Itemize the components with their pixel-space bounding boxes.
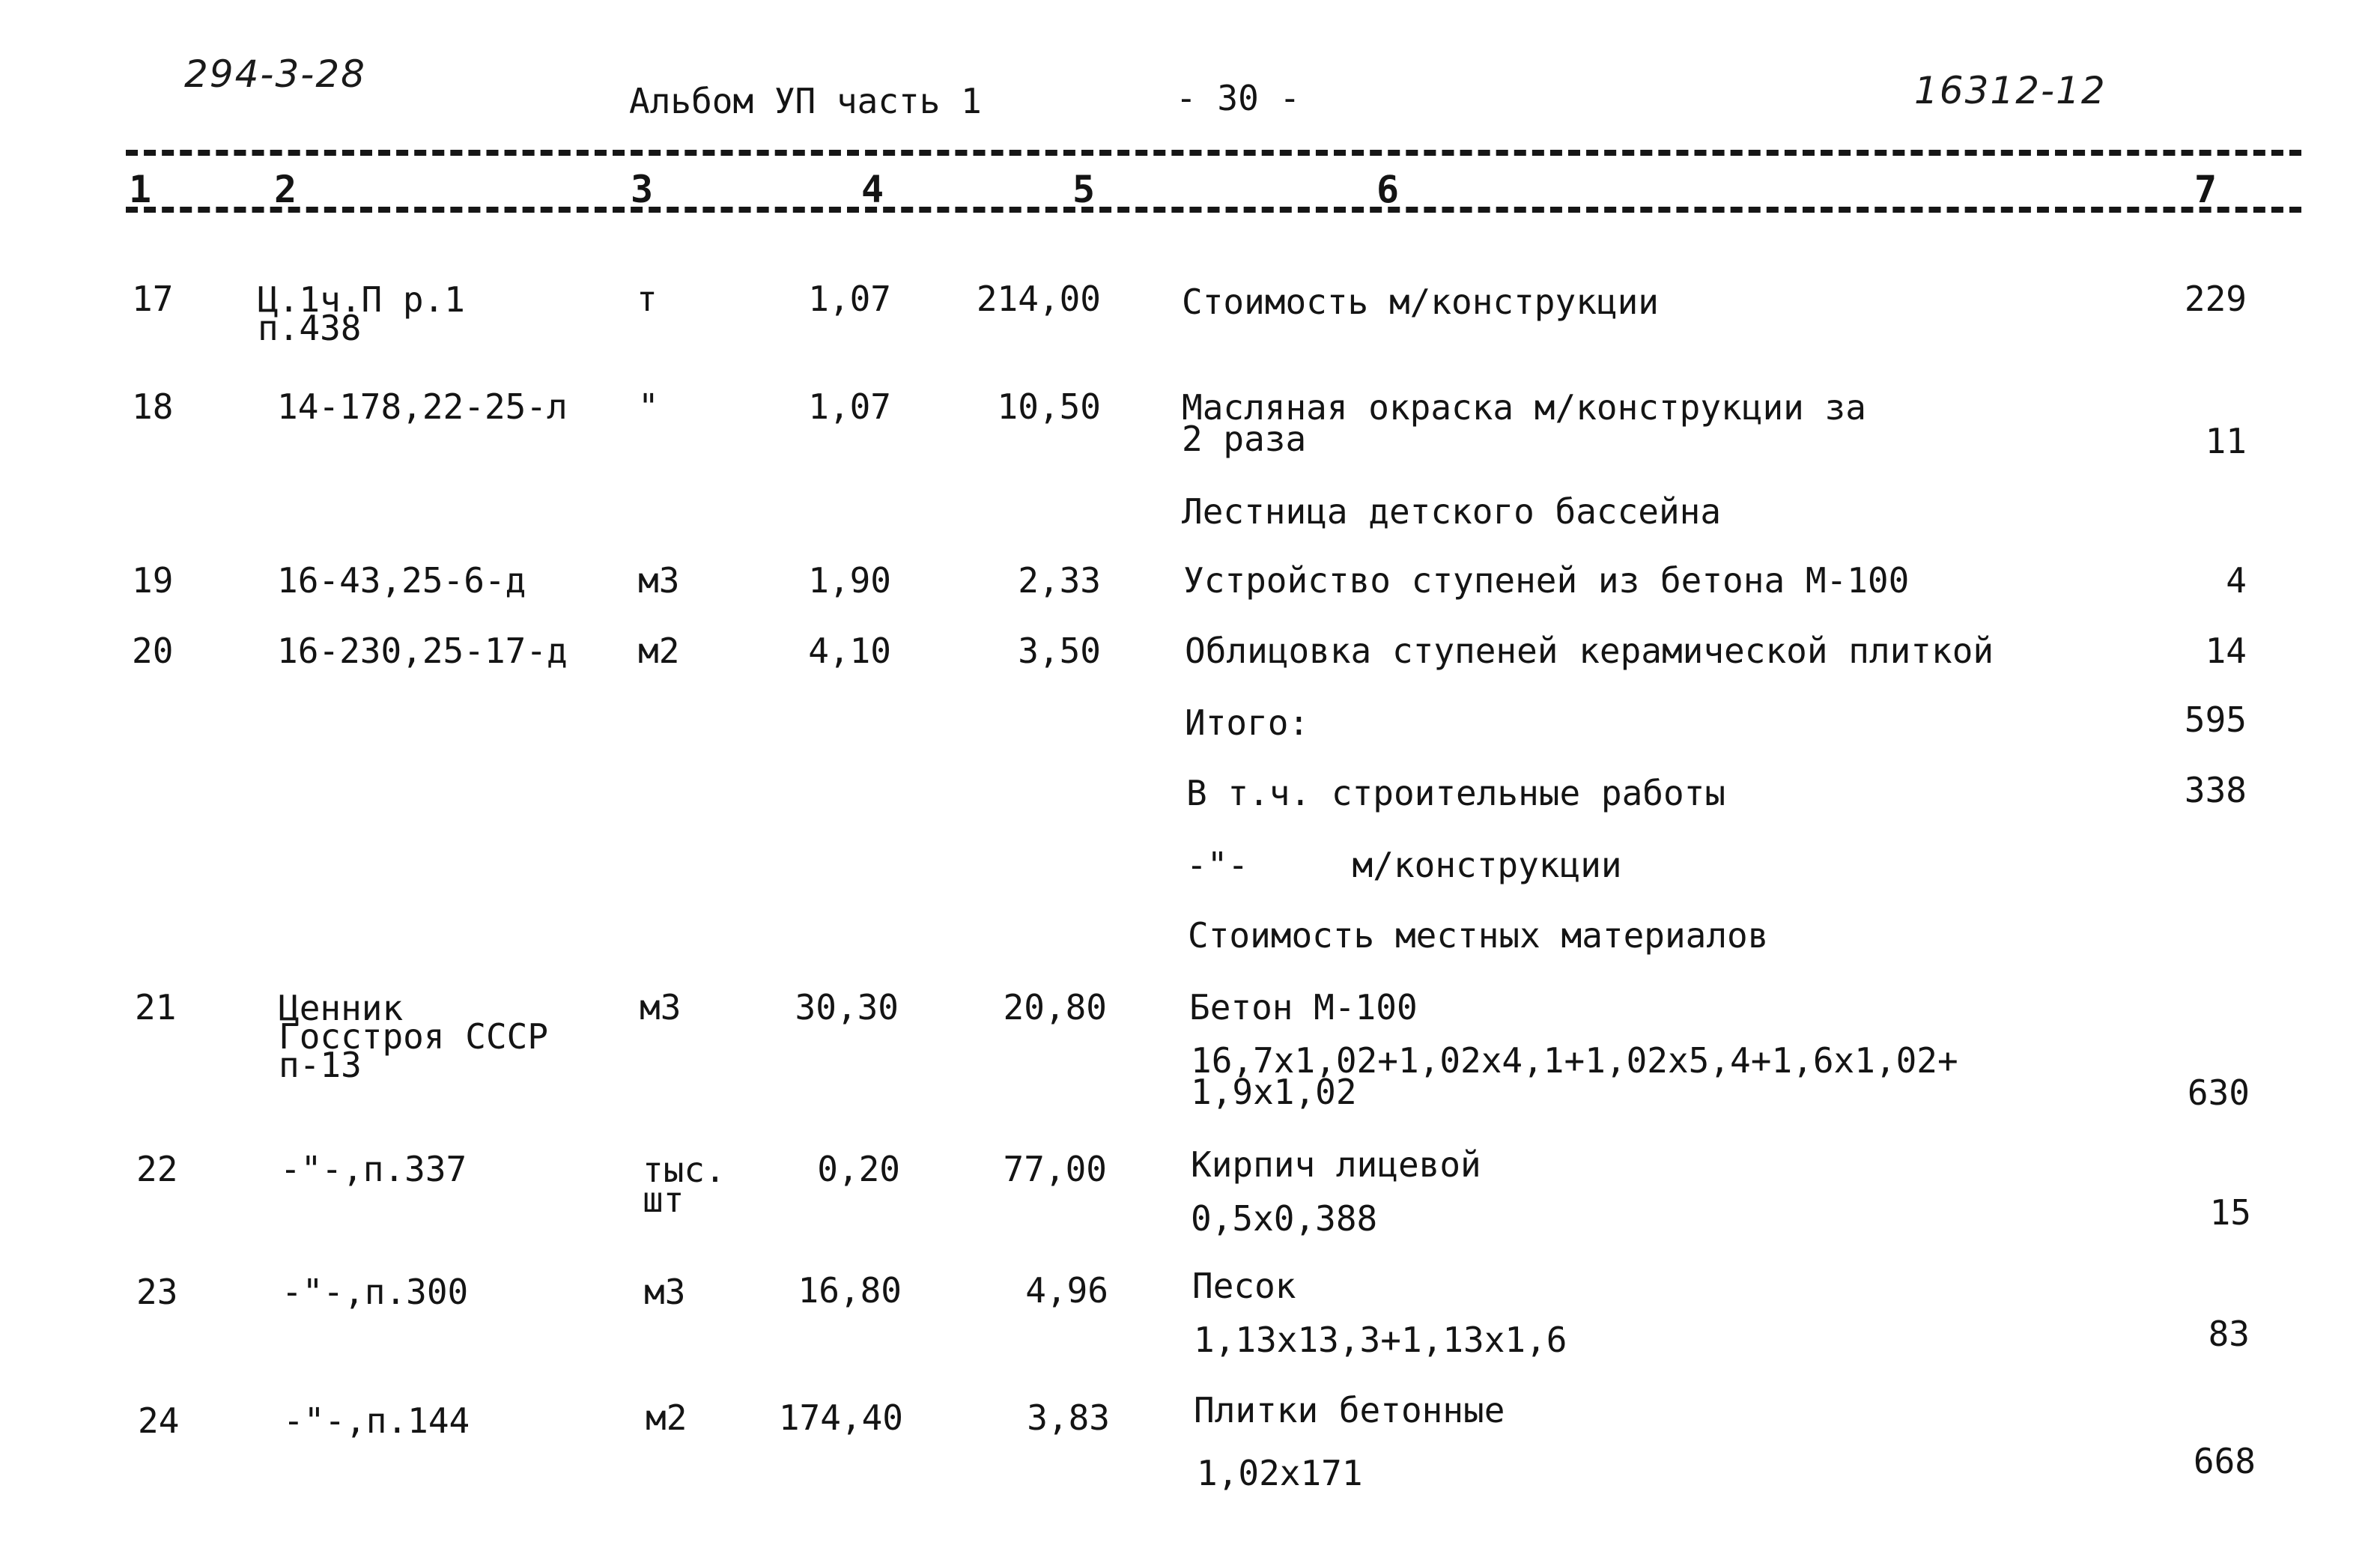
rate-code: 16-230,25-17-д: [277, 631, 568, 671]
unit-price: 3,50: [1018, 631, 1101, 671]
quantity: 1,07: [808, 386, 891, 427]
column-number: 4: [861, 168, 884, 211]
unit-price: 3,83: [1027, 1397, 1110, 1438]
unit: м2: [638, 631, 680, 671]
unit: т: [637, 279, 658, 319]
calculation: 1,02х171: [1197, 1453, 1363, 1493]
rate-code: -"-,п.337: [280, 1149, 467, 1189]
description: В т.ч. строительные работы: [1186, 773, 1726, 813]
calculation: 0,5х0,388: [1191, 1198, 1378, 1239]
description: Итого:: [1185, 702, 1310, 743]
unit-price: 4,96: [1025, 1270, 1108, 1311]
header-divider-top: [126, 150, 2301, 156]
rate-code: 14-178,22-25-л: [277, 386, 568, 427]
rate-code: -"-,п.300: [282, 1272, 469, 1312]
description: Песок: [1192, 1266, 1296, 1306]
description: Плитки бетонные: [1194, 1390, 1505, 1430]
unit-price: 214,00: [976, 279, 1101, 319]
row-number: 19: [132, 560, 174, 601]
total: 4: [2226, 560, 2247, 601]
total: 229: [2184, 279, 2247, 319]
column-number: 7: [2194, 168, 2217, 211]
section-heading: Лестница детского бассейна: [1182, 491, 1722, 532]
total: 11: [2205, 421, 2247, 461]
unit: м3: [644, 1272, 686, 1312]
total: 15: [2209, 1192, 2251, 1233]
calculation: 1,13х13,3+1,13х1,6: [1194, 1320, 1567, 1360]
rate-code: -"-,п.144: [283, 1400, 470, 1441]
row-number: 24: [138, 1400, 180, 1441]
unit: м2: [646, 1397, 687, 1438]
row-number: 20: [132, 631, 174, 671]
column-number: 1: [129, 168, 152, 211]
description: Облицовка ступеней керамической плиткой: [1185, 631, 1994, 671]
quantity: 30,30: [795, 987, 899, 1028]
rate-code: 16-43,25-6-д: [277, 560, 526, 601]
page-number: - 30 -: [1176, 78, 1301, 118]
total: 630: [2187, 1072, 2250, 1113]
quantity: 1,90: [808, 560, 891, 601]
total: 595: [2184, 699, 2247, 740]
quantity: 16,80: [798, 1270, 902, 1311]
column-number: 6: [1376, 168, 1400, 211]
unit: ": [638, 386, 659, 427]
quantity: 1,07: [808, 279, 891, 319]
total: 668: [2193, 1441, 2256, 1481]
description: Масляная окраска м/конструкции за 2 раза: [1182, 387, 1866, 459]
total: 338: [2184, 770, 2247, 810]
row-number: 17: [132, 279, 174, 319]
row-number: 22: [136, 1149, 178, 1189]
unit-price: 20,80: [1003, 987, 1107, 1028]
unit: м3: [638, 560, 680, 601]
unit: м3: [640, 987, 681, 1028]
calculation: 16,7х1,02+1,02х4,1+1,02х5,4+1,6х1,02+ 1,9х1,02: [1191, 1040, 1958, 1112]
column-number: 2: [274, 168, 297, 211]
unit-price: 2,33: [1018, 560, 1101, 601]
column-number: 3: [631, 168, 654, 211]
total: 14: [2205, 631, 2247, 671]
description: -"- м/конструкции: [1186, 845, 1622, 885]
unit: тыс. шт: [643, 1150, 726, 1220]
description: Устройство ступеней из бетона М-100: [1183, 560, 1910, 601]
header-divider-bottom: [126, 207, 2301, 213]
quantity: 174,40: [778, 1397, 903, 1438]
description: Кирпич лицевой: [1191, 1144, 1481, 1185]
row-number: 23: [136, 1272, 178, 1312]
album-title: Альбом УП часть 1: [629, 81, 982, 121]
description: Стоимость м/конструкции: [1182, 282, 1659, 322]
description: Бетон М-100: [1189, 987, 1418, 1028]
section-heading: Стоимость местных материалов: [1188, 915, 1769, 956]
total: 83: [2208, 1314, 2250, 1354]
row-number: 18: [132, 386, 174, 427]
rate-code: Ценник Госстроя СССР п-13: [279, 988, 549, 1085]
row-number: 21: [135, 987, 177, 1028]
quantity: 4,10: [808, 631, 891, 671]
unit-price: 10,50: [997, 386, 1101, 427]
rate-code: Ц.1ч.П р.1 п.438: [258, 279, 465, 348]
unit-price: 77,00: [1003, 1149, 1107, 1189]
sheet-code-handwritten: 16312-12: [1914, 69, 2107, 112]
quantity: 0,20: [817, 1149, 900, 1189]
document-code-handwritten: 294-3-28: [184, 52, 366, 96]
column-number: 5: [1072, 168, 1096, 211]
